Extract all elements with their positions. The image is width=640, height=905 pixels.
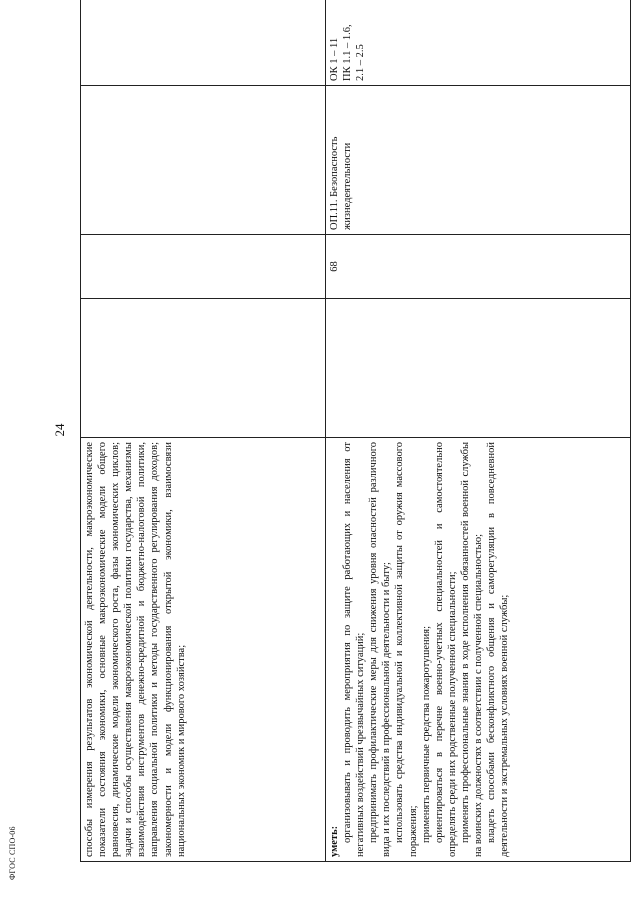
skill-item: использовать средства индивидуальной и коллективной защиты от оружия массового поражения; [394,442,419,857]
table-row [81,0,326,862]
skill-item: организовывать и проводить мероприятия по защите работающих и населения от негативных воздействий чрезвычайных ситуаций; [342,442,367,857]
skills-heading: уметь: [329,825,340,857]
empty-cell [81,299,326,438]
content-cell [81,438,326,862]
skill-item: владеть способами бесконфликтного общения и саморегуляции в повседневной деятельности и экстремальных условиях военной службы; [486,442,511,857]
hours-cell: 68 [326,235,631,299]
discipline-cell: ОП.11. Безопасность жизнедеятельности [326,86,631,235]
footer-label: ФГОС СПО-06 [8,826,17,880]
skill-item: применять профессиональные знания в ходе исполнения обязанностей военной службы на воинских должностях в соответствии с полученной специальностью; [459,442,485,857]
content-cell [326,438,631,862]
empty-cell [81,86,326,235]
competencies-cell: ОК 1 – 11 ПК 1.1 – 1.6, 2.1 – 2.5 [326,0,631,86]
empty-cell [81,235,326,299]
page-number: 24 [52,423,67,437]
curriculum-table [80,0,631,862]
content-text: способы измерения результатов экономической деятельности, макроэкономические показатели состояния экономики, основные макроэкономические модели общего равновесия, динамические модели экономического роста, фазы экономических циклов; задачи и способы осуществления макроэкономической политики государства, механизмы взаимодействия инструментов денежно-кредитной и бюджетно-налоговой политики, направления социальной политики и методы государственного регулирования доходов; закономерности и модели функционирования открытой экономики, взаимосвязи национальных экономик и мирового хозяйства; [84,442,187,857]
empty-cell [81,0,326,86]
skill-item: применять первичные средства пожаротушения; [420,625,432,843]
skill-item: предпринимать профилактические меры для снижения уровня опасностей различного вида и их последствий в профессиональной деятельности и быту; [368,442,393,857]
rotated-table-container [80,24,620,862]
table-row [326,0,631,862]
skill-item: ориентироваться в перечне военно-учетных специальностей и самостоятельно определять среди них родственные полученной специальности; [433,442,458,857]
empty-cell [326,299,631,438]
